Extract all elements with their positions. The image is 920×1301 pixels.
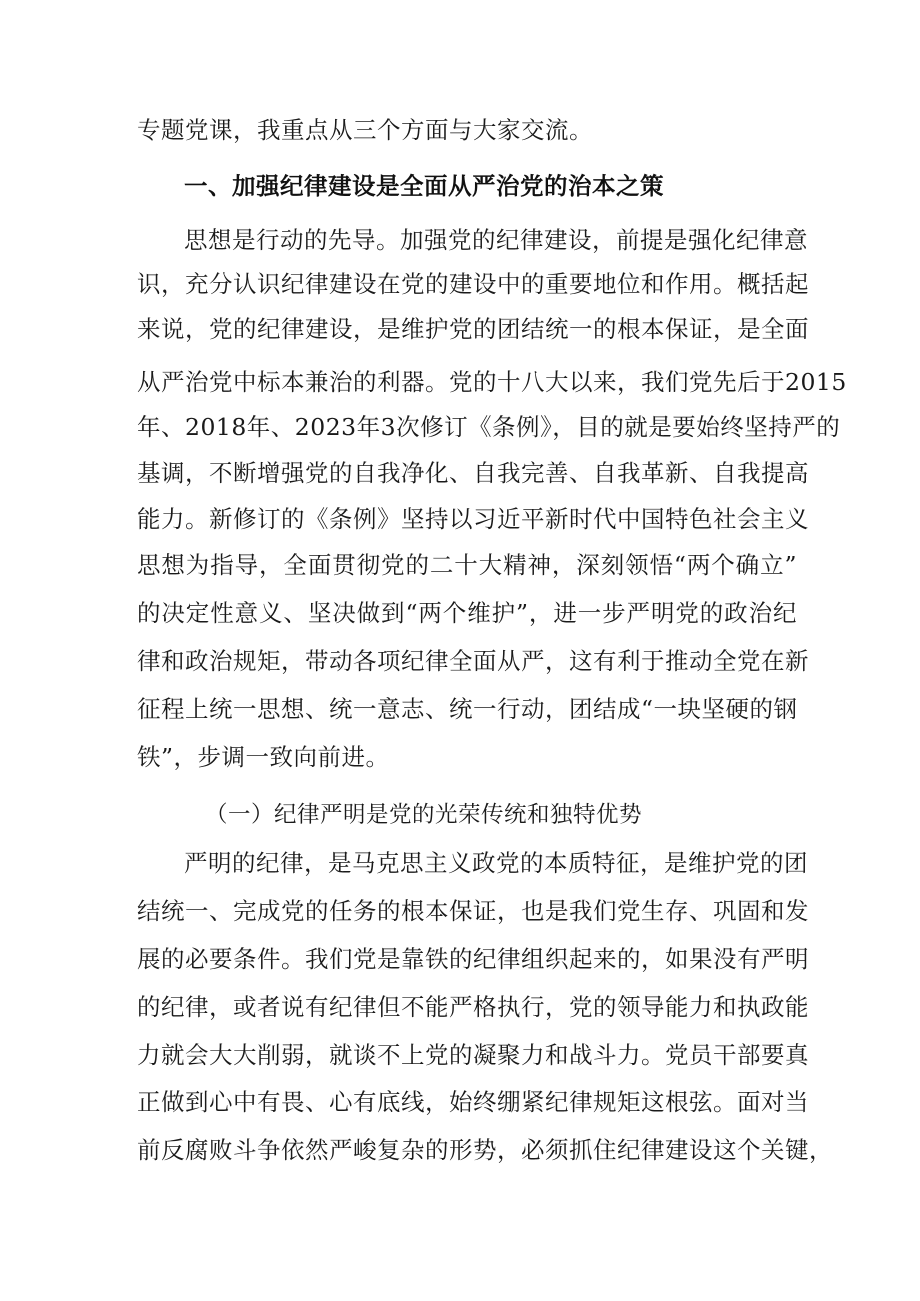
paragraph-line: 展的必要条件。我们党是靠铁的纪律组织起来的，如果没有严明 (137, 945, 809, 973)
paragraph-line: 能力。新修订的《条例》坚持以习近平新时代中国特色社会主义 (137, 505, 809, 533)
paragraph-line: 征程上统一思想、统一意志、统一行动，团结成“一块坚硬的钢 (137, 695, 798, 723)
subsection-heading: （一）纪律严明是党的光荣传统和独特优势 (205, 802, 643, 828)
paragraph-line: 的决定性意义、坚决做到“两个维护”，进一步严明党的政治纪 (137, 599, 797, 627)
paragraph-line: 正做到心中有畏、心有底线，始终绷紧纪律规矩这根弦。面对当 (137, 1088, 809, 1116)
paragraph-line: 铁”，步调一致向前进。 (137, 743, 390, 771)
paragraph-line: 力就会大大削弱，就谈不上党的凝聚力和战斗力。党员干部要真 (137, 1041, 809, 1069)
paragraph-line: 基调，不断增强党的自我净化、自我完善、自我革新、自我提高 (137, 459, 809, 487)
paragraph-line: 思想为指导，全面贯彻党的二十大精神，深刻领悟“两个确立” (137, 551, 797, 579)
paragraph-line: 前反腐败斗争依然严峻复杂的形势，必须抓住纪律建设这个关键， (137, 1136, 833, 1164)
paragraph-line: 严明的纪律，是马克思主义政党的本质特征，是维护党的团 (184, 849, 808, 877)
section-heading: 一、加强纪律建设是全面从严治党的治本之策 (184, 172, 664, 200)
paragraph-line: 结统一、完成党的任务的根本保证，也是我们党生存、巩固和发 (137, 897, 809, 925)
paragraph-line: 来说，党的纪律建设，是维护党的团结统一的根本保证，是全面 (137, 315, 809, 343)
intro-line: 专题党课，我重点从三个方面与大家交流。 (137, 116, 593, 144)
paragraph-line: 年、2018年、2023年3次修订《条例》，目的就是要始终坚持严的 (137, 413, 841, 441)
paragraph-line: 律和政治规矩，带动各项纪律全面从严，这有利于推动全党在新 (137, 647, 809, 675)
paragraph-line: 思想是行动的先导。加强党的纪律建设，前提是强化纪律意 (184, 226, 808, 254)
paragraph-line: 的纪律，或者说有纪律但不能严格执行，党的领导能力和执政能 (137, 993, 809, 1021)
paragraph-line: 识，充分认识纪律建设在党的建设中的重要地位和作用。概括起 (137, 270, 809, 298)
paragraph-line: 从严治党中标本兼治的利器。党的十八大以来，我们党先后于2015 (137, 368, 847, 396)
